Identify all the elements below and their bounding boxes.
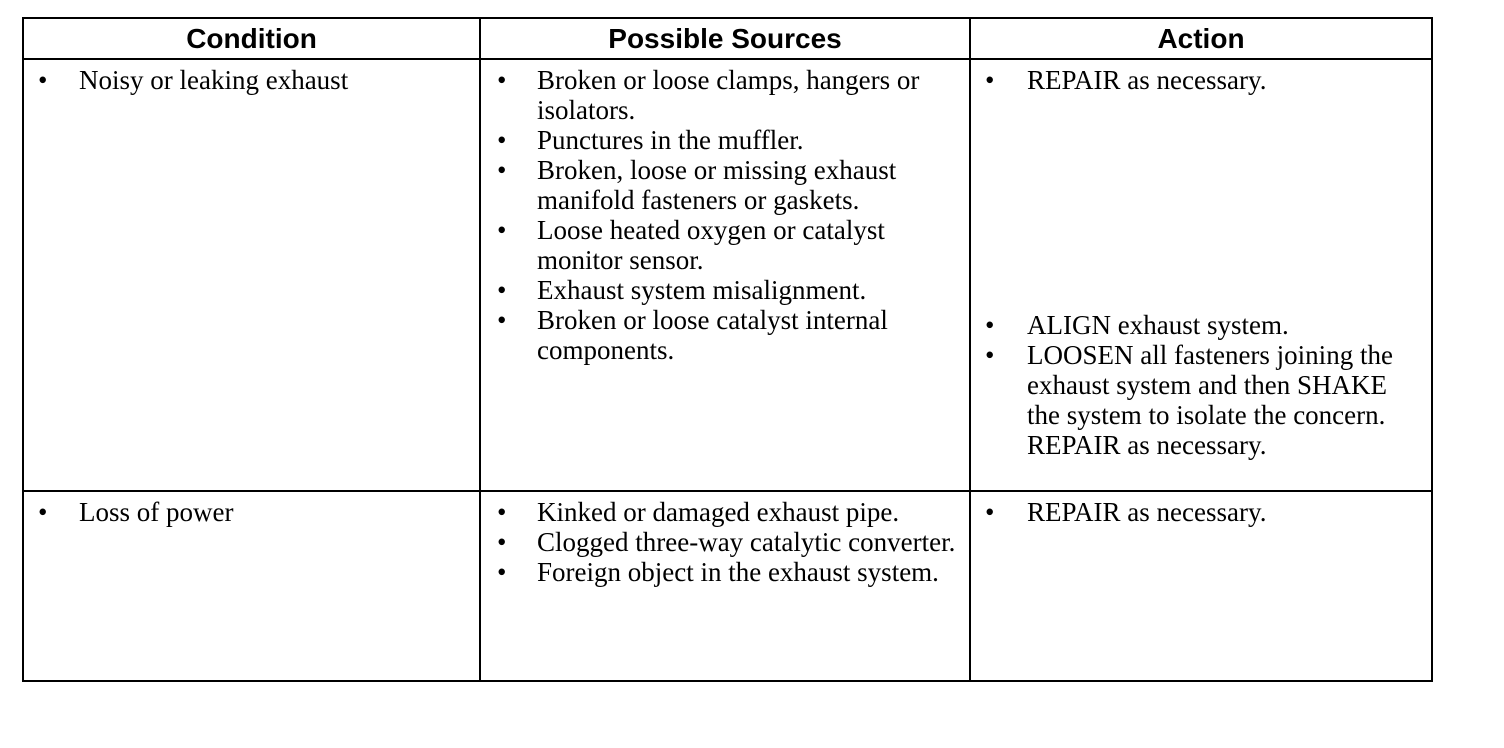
- condition-list: [24, 60, 479, 95]
- source-item: • Loose heated oxygen or catalyst monitor sensor.: [481, 215, 969, 275]
- header-condition: Condition: [23, 18, 480, 59]
- diagnosis-table: [22, 17, 1433, 682]
- source-item: • Kinked or damaged exhaust pipe.: [481, 497, 969, 527]
- source-item: • Punctures in the muffler.: [481, 125, 969, 155]
- action-list-lower: [971, 305, 1431, 460]
- source-item: • Broken or loose clamps, hangers or isolators.: [481, 65, 969, 125]
- action-item: • ALIGN exhaust system.: [971, 310, 1431, 340]
- header-row: [23, 18, 1432, 59]
- sources-cell: [480, 491, 970, 681]
- source-item: • Broken, loose or missing exhaust manifold fasteners or gaskets.: [481, 155, 969, 215]
- condition-list: [24, 492, 479, 527]
- source-item: • Foreign object in the exhaust system.: [481, 557, 969, 587]
- sources-list: [481, 492, 969, 587]
- action-item: • REPAIR as necessary.: [971, 65, 1431, 95]
- table-body: [23, 59, 1432, 681]
- table-row: [23, 491, 1432, 681]
- table-row: [23, 59, 1432, 491]
- action-cell: [970, 491, 1432, 681]
- condition-cell: [23, 491, 480, 681]
- condition-item: • Noisy or leaking exhaust: [24, 65, 479, 95]
- action-list: [971, 60, 1431, 95]
- action-item: • LOOSEN all fasteners joining the exhaust system and then SHAKE the system to isolate the concern. REPAIR as necessary.: [971, 340, 1431, 460]
- action-cell: [970, 59, 1432, 491]
- sources-cell: [480, 59, 970, 491]
- action-item: • REPAIR as necessary.: [971, 497, 1431, 527]
- header-possible-sources: Possible Sources: [480, 18, 970, 59]
- source-item: • Exhaust system misalignment.: [481, 275, 969, 305]
- header-action: Action: [970, 18, 1432, 59]
- condition-cell: [23, 59, 480, 491]
- source-item: • Broken or loose catalyst internal components.: [481, 305, 969, 365]
- table-header: [23, 18, 1432, 59]
- source-item: • Clogged three-way catalytic converter.: [481, 527, 969, 557]
- action-list: [971, 492, 1431, 527]
- condition-item: • Loss of power: [24, 497, 479, 527]
- sources-list: [481, 60, 969, 365]
